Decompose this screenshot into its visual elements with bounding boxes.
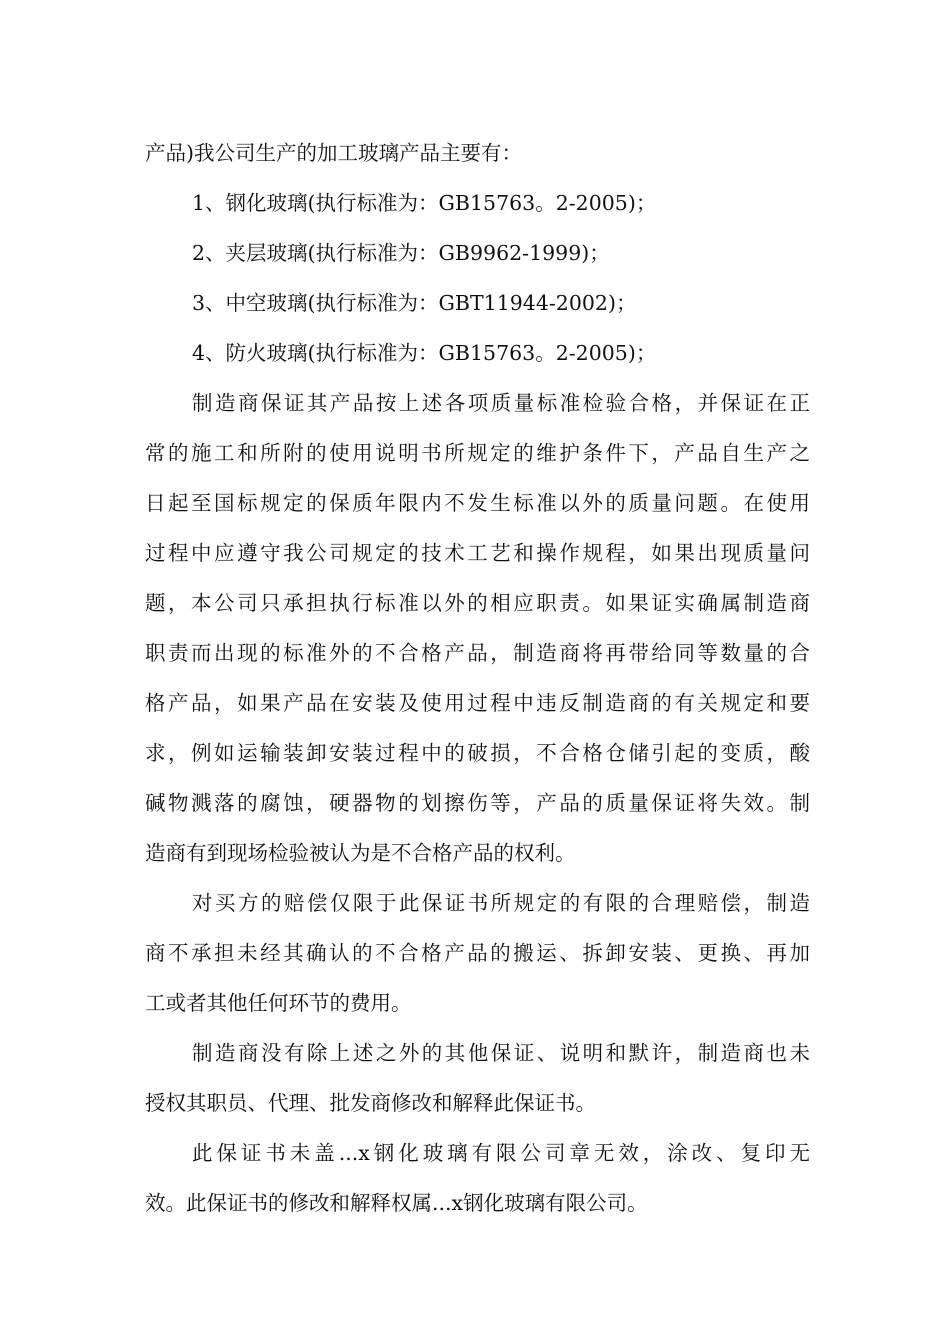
paragraph-warranty [145, 378, 810, 878]
paragraph-line: 授权其职员、代理、批发商修改和解释此保证书。 [145, 1091, 596, 1115]
paragraph-authorization [145, 1028, 810, 1128]
paragraph-line: 碱物溅落的腐蚀，硬器物的划擦伤等，产品的质量保证将失效。制 [145, 791, 810, 815]
intro-line: 产品)我公司生产的加工玻璃产品主要有： [145, 141, 522, 165]
paragraph-line: 工或者其他任何环节的费用。 [145, 991, 412, 1015]
document-page [145, 128, 810, 1228]
paragraph-line: 求，例如运输装卸安装过程中的破损，不合格仓储引起的变质，酸 [145, 741, 810, 765]
product-item-fireproof-glass: 4、防火玻璃(执行标准为：GB15763。2-2005)； [192, 341, 657, 365]
paragraph-line: 常的施工和所附的使用说明书所规定的维护条件下，产品自生产之 [145, 441, 810, 465]
paragraph-line: 格产品，如果产品在安装及使用过程中违反制造商的有关规定和要 [145, 691, 810, 715]
product-item-laminated-glass: 2、夹层玻璃(执行标准为：GB9962-1999)； [192, 241, 610, 265]
paragraph-line: 制造商没有除上述之外的其他保证、说明和默许，制造商也未 [192, 1041, 810, 1065]
paragraph-line: 职责而出现的标准外的不合格产品，制造商将再带给同等数量的合 [145, 641, 810, 665]
paragraph-validity [145, 1128, 810, 1228]
paragraph-line: 过程中应遵守我公司规定的技术工艺和操作规程，如果出现质量问 [145, 541, 810, 565]
product-item-insulating-glass: 3、中空玻璃(执行标准为：GBT11944-2002)； [192, 291, 637, 315]
product-item-tempered-glass: 1、钢化玻璃(执行标准为：GB15763。2-2005)； [192, 191, 657, 215]
paragraph-line: 制造商保证其产品按上述各项质量标准检验合格，并保证在正 [192, 391, 810, 415]
paragraph-compensation [145, 878, 810, 1028]
paragraph-line: 题，本公司只承担执行标准以外的相应职责。如果证实确属制造商 [145, 591, 810, 615]
paragraph-line: 日起至国标规定的保质年限内不发生标准以外的质量问题。在使用 [145, 491, 810, 515]
paragraph-line: 此保证书未盖...x钢化玻璃有限公司章无效，涂改、复印无 [192, 1141, 810, 1165]
paragraph-line: 造商有到现场检验被认为是不合格产品的权利。 [145, 841, 576, 865]
paragraph-line: 商不承担未经其确认的不合格产品的搬运、拆卸安装、更换、再加 [145, 941, 810, 965]
paragraph-line: 效。此保证书的修改和解释权属...x钢化玻璃有限公司。 [145, 1191, 648, 1215]
paragraph-line: 对买方的赔偿仅限于此保证书所规定的有限的合理赔偿，制造 [192, 891, 810, 915]
